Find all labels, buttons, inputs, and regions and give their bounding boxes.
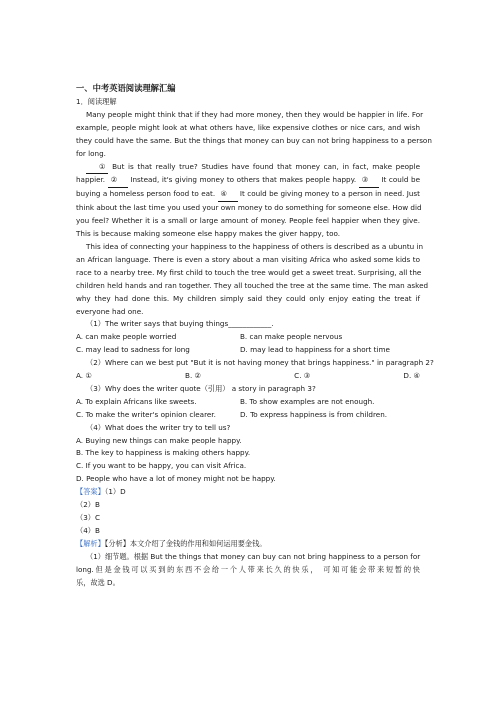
analysis-line: 【解析】【分析】本文介绍了金钱的作用和如何运用要金钱。 [76,538,267,548]
question-3: （3）Why does the writer quote（引用） a story in paragraph 3? [86,383,316,393]
answer-value: （4）B [76,525,100,535]
answer-value: （3）C [76,513,100,522]
p2-line: you feel? Whether it is a small or large amount of money. People feel happier when they give. [76,216,420,226]
option: A. Buying new things can make people happy. [76,435,242,445]
p2-line: ① But is that really true? Studies have found that money can, in fact, make people [76,161,420,175]
blank-3: ③ [359,174,379,188]
p1-line: for long. [76,148,106,158]
blank-4: ④ [218,188,238,202]
option: D. may lead to happiness for a short time [240,345,390,355]
q3-options-row [76,396,420,409]
option: C. may lead to sadness for long [76,345,190,355]
option: D. People who have a lot of money might not be happy. [76,474,276,484]
p3-line: everyone had one. [76,306,144,316]
option: D. ④ [403,371,420,381]
blank-1: ① [86,161,108,175]
answer-value: （1）D [104,487,126,497]
p2-line: This is because making someone else happy makes the giver happy, too. [76,229,341,239]
q3-options-row [76,409,420,422]
analysis-text: （1）细节题。根据 But the things that money can buy can not bring happiness to a person for [86,551,421,561]
p1-line: they could have the same. But the things that money can buy can not bring happiness to a person [76,135,432,145]
p3-line: This idea of connecting your happiness to the happiness of others is described as a ubuntu in [86,241,424,251]
p1-line: Many people might think that if they had more money, then they would be happier in life. For [86,109,424,119]
answer-line [76,486,420,499]
answer-value: （2）B [76,500,100,510]
p3-line: why they had done this. My children simply said they could only enjoy eating the treat if [76,293,420,303]
p2-line: happier. ② Instead, it's giving money to others that makes people happy. ③ It could be [76,174,420,188]
option: A. To explain Africans like sweets. [76,396,197,406]
analysis-text: long.但是金钱可以买到的东西不会给一个人带来长久的快乐， 可知可能会带来短暂的快 [76,564,420,574]
p2-line: buying a homeless person food to eat. ④ It could be giving money to a person in need. Just [76,188,420,202]
analysis-label: 【解析】 [76,538,105,548]
option: B. can make people nervous [240,332,343,342]
section-title: 一、中考英语阅读理解汇编 [76,83,176,93]
option: D. To express happiness is from children. [240,409,388,419]
p3-line: an African language. There is even a story about a man visiting Africa who asked some kids to [76,254,420,264]
option: B. To show examples are not enough. [240,396,375,406]
p1-line: example, people might look at what others have, like expensive clothes or nice cars, and wish [76,122,420,132]
q1-options-row [76,331,420,344]
answer-label: 【答案】 [76,487,105,497]
question-2: （2）Where can we best put "But it is not having money that brings happiness." in paragraph 2? [86,358,434,368]
option: B. The key to happiness is making others happy. [76,448,251,458]
option: A. can make people worried [76,332,177,342]
q2-options-row [76,370,420,383]
document-page [76,82,434,589]
q1-options-row [76,344,420,357]
item-header: 1．阅读理解 [76,97,117,106]
p3-line: race to a nearby tree. My first child to touch the tree would get a sweet treat. Surprising, all the [76,267,422,277]
blank-2: ② [108,174,128,188]
p2-line: think about the last time you used your own money to do something for someone else. How did [76,203,422,213]
option: C. To make the writer's opinion clearer. [76,409,216,419]
option: C. If you want to be happy, you can visit Africa. [76,461,247,471]
question-1: （1）The writer says that buying things____________. [86,319,274,329]
analysis-text: 乐，故选 D。 [76,577,120,587]
option: B. ② [185,371,201,381]
p3-line: children held hands and ran together. They all touched the tree at the same time. The man asked [76,280,429,290]
question-4: （4）What does the writer try to tell us? [86,422,231,432]
option: C. ③ [294,371,311,381]
option: A. ① [76,371,92,381]
